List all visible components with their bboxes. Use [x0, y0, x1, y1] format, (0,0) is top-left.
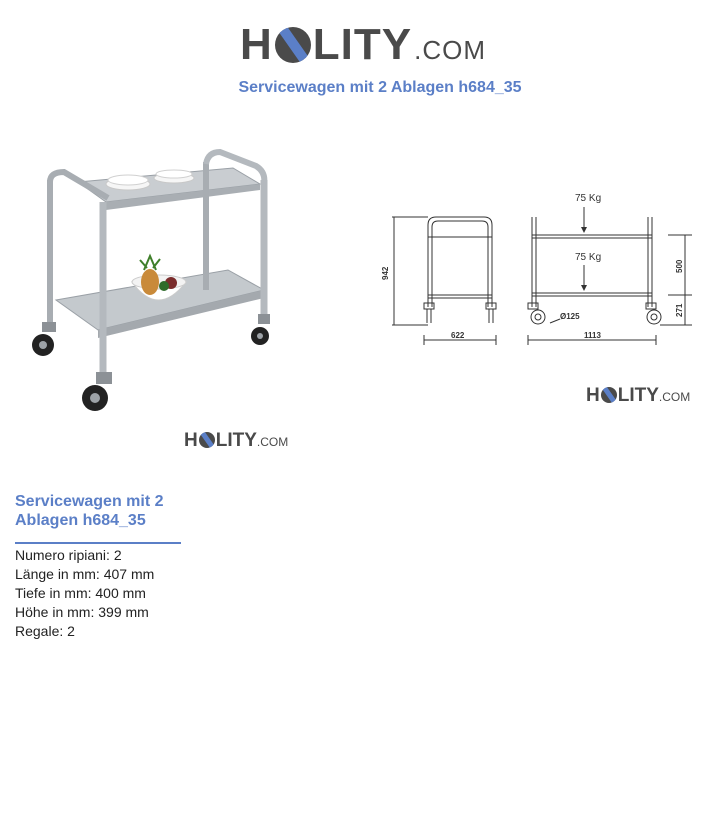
- logo-suffix: .COM: [658, 390, 691, 404]
- dimension-wheel: Ø125: [560, 312, 580, 321]
- dimension-width: 622: [451, 331, 465, 340]
- logo-letter-h: H: [240, 20, 273, 69]
- dimension-height-lower: 271: [675, 303, 684, 317]
- spec-item: Höhe in mm: 399 mm: [15, 604, 149, 620]
- logo-letters: LITY: [617, 385, 659, 406]
- logo-letters: LITY: [215, 430, 257, 451]
- logo-letter-h: H: [586, 385, 600, 406]
- holity-logo[interactable]: [240, 20, 486, 70]
- holity-logo-small: [184, 430, 288, 452]
- load-label-top: 75 Kg: [575, 193, 602, 204]
- spec-list: [15, 546, 154, 641]
- logo-suffix: .COM: [414, 35, 486, 65]
- holity-logo-small: [586, 385, 690, 407]
- spec-item: Regale: 2: [15, 623, 75, 639]
- logo-suffix: .COM: [256, 435, 289, 449]
- spec-item: Länge in mm: 407 mm: [15, 566, 155, 582]
- logo-o-icon: [199, 432, 215, 448]
- dimension-length: 1113: [584, 331, 601, 340]
- product-photo: [28, 140, 278, 420]
- load-label-bottom: 75 Kg: [575, 252, 602, 263]
- page-title: Servicewagen mit 2 Ablagen h684_35: [238, 79, 522, 96]
- technical-drawing: [380, 185, 700, 350]
- logo-o-icon: [601, 387, 617, 403]
- dimension-height-upper: 500: [675, 259, 684, 273]
- spec-item: Numero ripiani: 2: [15, 547, 122, 563]
- dimension-height-total: 942: [381, 266, 390, 280]
- spec-item: Tiefe in mm: 400 mm: [15, 585, 146, 601]
- product-title: Servicewagen mit 2 Ablagen h684_35: [15, 493, 164, 529]
- logo-letters: LITY: [312, 20, 413, 69]
- logo-o-icon: [275, 27, 311, 63]
- divider: [15, 542, 181, 544]
- logo-letter-h: H: [184, 430, 198, 451]
